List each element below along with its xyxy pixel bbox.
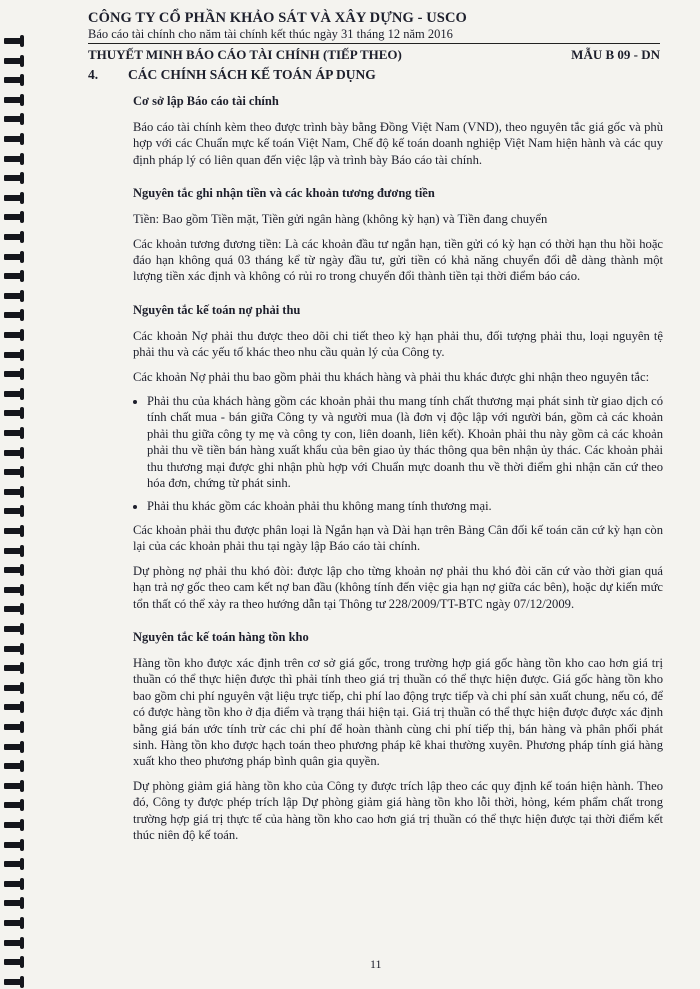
doc-title-row xyxy=(88,46,660,63)
binding-ring xyxy=(4,783,24,789)
binding-ring xyxy=(4,900,24,906)
company-name: CÔNG TY CỔ PHẦN KHẢO SÁT VÀ XÂY DỰNG - USCO xyxy=(88,10,467,26)
list-item: • Phải thu khác gồm các khoản phải thu không mang tính thương mại. xyxy=(147,498,663,514)
binding-ring xyxy=(4,312,24,318)
receivables-list xyxy=(133,393,663,514)
paragraph: Các khoản phải thu được phân loại là Ngắn hạn và Dài hạn trên Bảng Cân đối kế toán căn cứ kỳ hạn còn lại của các khoản phải thu tại ngày lập Báo cáo tài chính. xyxy=(133,522,663,554)
binding-ring xyxy=(4,548,24,554)
binding-ring xyxy=(4,469,24,475)
paragraph: Báo cáo tài chính kèm theo được trình bày bằng Đồng Việt Nam (VND), theo nguyên tắc giá gốc và phù hợp với các Chuẩn mực kế toán Việt Nam, Chế độ kế toán doanh nghiệp Việt Nam hiện hành và các quy định pháp lý có liên quan đến việc lập và trình bày Báo cáo tài chính. xyxy=(133,120,663,167)
page-number: 11 xyxy=(370,957,382,971)
binding-ring xyxy=(4,685,24,691)
binding-ring xyxy=(4,430,24,436)
paragraph: Dự phòng nợ phải thu khó đòi: được lập cho từng khoản nợ phải thu khó đòi căn cứ vào thời gian quá hạn trả nợ gốc theo cam kết nợ ban đầu (không tính đến việc gia hạn nợ giữa các bên), hoặc dự kiến mức tổn thất có thể xảy ra theo hướng dẫn tại Thông tư 228/2009/TT-BTC ngày 07/12/2009. xyxy=(133,563,663,611)
heading-receivables: Nguyên tắc kế toán nợ phải thu xyxy=(133,302,301,317)
binding-ring xyxy=(4,704,24,710)
paragraph: Các khoản tương đương tiền: Là các khoản đầu tư ngắn hạn, tiền gửi có kỳ hạn có thời hạn thu hồi hoặc đáo hạn không quá 03 tháng kể từ ngày đầu tư, gửi tiền có khả năng chuyển đổi dễ dàng thành một lượng tiền xác định và không có rủi ro trong chuyển đổi thành tiền tại thời điểm báo cáo. xyxy=(133,236,663,284)
binding-ring xyxy=(4,508,24,514)
document-body xyxy=(133,94,663,851)
paragraph: Các khoản Nợ phải thu được theo dõi chi tiết theo kỳ hạn phải thu, đối tượng phải thu, loại nguyên tệ phải thu và các yếu tố khác theo nhu cầu quản lý của Công ty. xyxy=(133,328,663,360)
binding-ring xyxy=(4,234,24,240)
paragraph: Các khoản Nợ phải thu bao gồm phải thu khách hàng và phải thu khác được ghi nhận theo nguyên tắc: xyxy=(133,369,650,384)
paragraph: Hàng tồn kho được xác định trên cơ sở giá gốc, trong trường hợp giá gốc hàng tồn kho cao hơn giá trị thuần có thể thực hiện được thì phải tính theo giá trị thuần có thể thực hiện được. Giá gốc hàng tồn kho bao gồm chi phí nguyên vật liệu trực tiếp, chi phí lao động trực tiếp và chi phí sản xuất chung, nếu có, để có được hàng tồn kho ở địa điểm và trạng thái hiện tại. Giá trị thuần có thể thực hiện được được xác định bằng giá bán ước tính trừ các chi phí để hoàn thành cùng chi phí tiếp thị, bán hàng và phân phối phát sinh. Hàng tồn kho được hạch toán theo phương pháp kê khai thường xuyên. Phương pháp tính giá hàng xuất kho theo phương pháp bình quân gia quyền. xyxy=(133,655,663,769)
binding-ring xyxy=(4,273,24,279)
section-title xyxy=(88,66,660,83)
doc-title: THUYẾT MINH BÁO CÁO TÀI CHÍNH (TIẾP THEO) xyxy=(88,47,402,62)
form-code: MẪU B 09 - DN xyxy=(571,47,660,62)
binding-ring xyxy=(4,38,24,44)
binding-ring xyxy=(4,842,24,848)
section-heading: CÁC CHÍNH SÁCH KẾ TOÁN ÁP DỤNG xyxy=(128,67,376,82)
binding-ring xyxy=(4,763,24,769)
binding-ring xyxy=(4,979,24,985)
section-number: 4. xyxy=(88,67,99,82)
binding-ring xyxy=(4,567,24,573)
binding-ring xyxy=(4,136,24,142)
paragraph: Dự phòng giảm giá hàng tồn kho của Công ty được trích lập theo các quy định kế toán hiện hành. Theo đó, Công ty được phép trích lập Dự phòng giảm giá hàng tồn kho lỗi thời, hỏng, kém phẩm chất trong trường hợp giá trị thực tế của hàng tồn kho cao hơn giá trị thuần có thể thực hiện được tại thời điểm kết thúc niên độ kế toán. xyxy=(133,778,663,842)
binding-ring xyxy=(4,371,24,377)
binding-ring xyxy=(4,822,24,828)
spiral-binding xyxy=(0,0,30,989)
binding-ring xyxy=(4,606,24,612)
binding-ring xyxy=(4,175,24,181)
binding-ring xyxy=(4,410,24,416)
binding-ring xyxy=(4,214,24,220)
binding-ring xyxy=(4,587,24,593)
heading-inventory: Nguyên tắc kế toán hàng tồn kho xyxy=(133,629,309,644)
binding-ring xyxy=(4,626,24,632)
binding-ring xyxy=(4,724,24,730)
binding-ring xyxy=(4,254,24,260)
binding-ring xyxy=(4,156,24,162)
binding-ring xyxy=(4,332,24,338)
binding-ring xyxy=(4,489,24,495)
paragraph: Tiền: Bao gồm Tiền mặt, Tiền gửi ngân hàng (không kỳ hạn) và Tiền đang chuyển xyxy=(133,212,548,227)
binding-ring xyxy=(4,940,24,946)
binding-ring xyxy=(4,195,24,201)
page-header xyxy=(88,10,660,83)
binding-ring xyxy=(4,77,24,83)
binding-ring xyxy=(4,116,24,122)
binding-ring xyxy=(4,58,24,64)
binding-ring xyxy=(4,665,24,671)
binding-ring xyxy=(4,352,24,358)
binding-ring xyxy=(4,959,24,965)
list-item: • Phải thu của khách hàng gồm các khoản phải thu mang tính chất thương mại phát sinh từ giao dịch có tính chất mua - bán giữa Công ty và người mua (là đơn vị độc lập với người bán, gồm cả các khoản phải thu giữa công ty mẹ và công ty con, liên doanh, liên kết). Khoản phải thu này gồm cả các khoản phải thu về tiền bán hàng xuất khẩu của bên giao ủy thác thông qua bên nhận ủy thác. Các khoản phải thu thương mại được ghi nhận phù hợp với Chuẩn mực doanh thu về thời điểm ghi nhận căn cứ theo hóa đơn, chứng từ phát sinh. xyxy=(147,393,663,491)
binding-ring xyxy=(4,646,24,652)
binding-ring xyxy=(4,744,24,750)
binding-ring xyxy=(4,97,24,103)
binding-ring xyxy=(4,391,24,397)
binding-ring xyxy=(4,881,24,887)
report-period: Báo cáo tài chính cho năm tài chính kết thúc ngày 31 tháng 12 năm 2016 xyxy=(88,27,660,44)
binding-ring xyxy=(4,293,24,299)
heading-cash: Nguyên tắc ghi nhận tiền và các khoản tương đương tiền xyxy=(133,186,435,201)
binding-ring xyxy=(4,861,24,867)
binding-ring xyxy=(4,528,24,534)
binding-ring xyxy=(4,802,24,808)
binding-ring xyxy=(4,920,24,926)
binding-ring xyxy=(4,450,24,456)
heading-basis: Cơ sở lập Báo cáo tài chính xyxy=(133,94,279,108)
